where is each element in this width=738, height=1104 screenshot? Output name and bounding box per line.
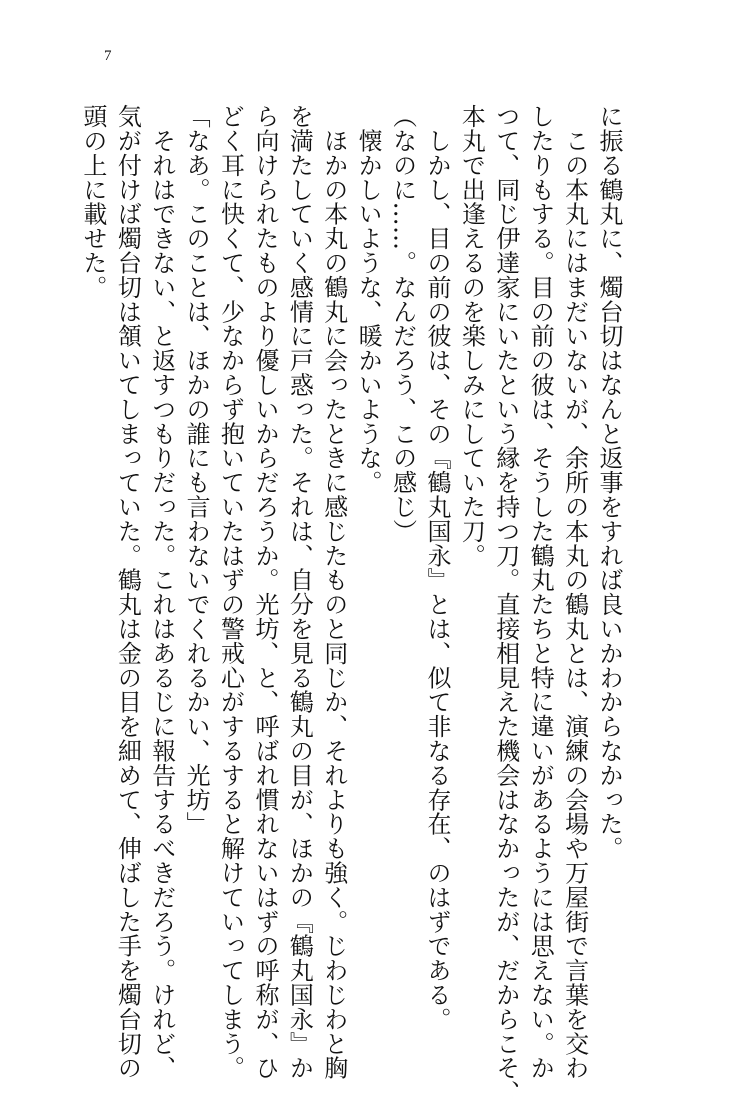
text-line: それはできない、と返すつもりだった。これはあるじに報告するべきだろう。けれど、 xyxy=(147,104,176,1080)
text-line: 「なあ。このことは、ほかの誰にも言わないでくれるかい、光坊」 xyxy=(182,104,211,836)
text-line: 頭の上に載せた。 xyxy=(78,104,107,300)
text-line: どく耳に快くて、少なからず抱いていたはずの警戒心がするすると解けていってしまう。 xyxy=(216,104,245,1080)
text-line: 本丸で出逢えるのを楽しみにしていた刀。 xyxy=(457,104,486,568)
text-line: ほかの本丸の鶴丸に会ったときに感じたものと同じか、それよりも強く。じわじわと胸 xyxy=(319,104,348,1080)
text-line: を満たしていく感情に戸惑った。それは、自分を見る鶴丸の目が、ほかの『鶴丸国永』か xyxy=(285,104,314,1080)
text-line: に振る鶴丸に、燭台切はなんと返事をすれば良いかわからなかった。 xyxy=(595,104,623,861)
text-line: 懐かしいような、暖かいような。 xyxy=(354,104,383,495)
text-line: この本丸にはまだいないが、余所の本丸の鶴丸とは、演練の会場や万屋街で言葉を交わ xyxy=(560,104,589,1080)
text-line: したりもする。目の前の彼は、そうした鶴丸たちと特に違いがあるようには思えない。か xyxy=(526,104,555,1080)
text-line: （なのに……。なんだろう、この感じ） xyxy=(388,104,417,544)
text-line: しかし、目の前の彼は、その『鶴丸国永』とは、似て非なる存在、のはずである。 xyxy=(422,104,451,1032)
novel-text-body xyxy=(78,104,626,1104)
text-line: つて、同じ伊達家にいたという縁を持つ刀。直接相見えた機会はなかったが、だからこそ、 xyxy=(491,104,520,1104)
text-line: 気が付けば燭台切は頷いてしまっていた。鶴丸は金の目を細めて、伸ばした手を燭台切の xyxy=(113,104,142,1080)
page-number: 7 xyxy=(104,48,112,64)
text-line: ら向けられたものより優しいからだろうか。光坊、と、呼ばれ慣れないはずの呼称が、ひ xyxy=(250,104,279,1080)
